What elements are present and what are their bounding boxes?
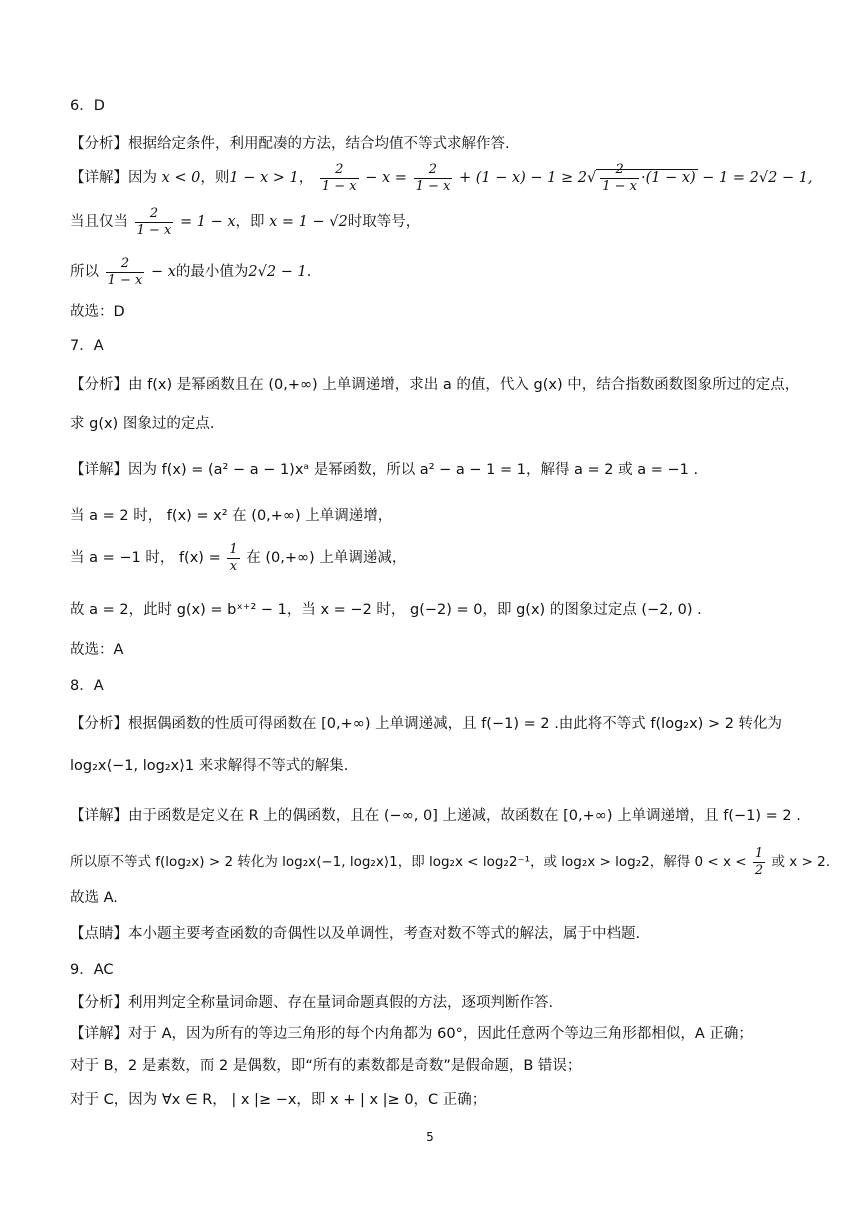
q7-detail-tag: 【详解】: [70, 462, 128, 478]
q6-eq-suffix: 时取等号，: [347, 214, 421, 231]
q6-eq-prefix: 当且仅当: [70, 214, 128, 231]
frac-den: 1 − x: [415, 178, 451, 194]
q6-frac-d: [135, 206, 174, 238]
q6-frac-e: [106, 256, 145, 288]
q6-analysis-text: 根据给定条件，利用配凑的方法，结合均值不等式求解作答.: [128, 136, 510, 152]
q8-detail-1: [70, 806, 801, 828]
q6-detail: 【详解】因为 x < 0，则1 − x > 1， $\frac{2}{1 - x}$ − x = $\frac{2}{1 - x}$ + (1 − x) − 1 ≥ 2√ $\frac{2}{1 - x}$ ·(1 − x) − 1 = 2√2 − 1,: [70, 162, 813, 194]
q8-frac-half: [753, 846, 765, 878]
q7-detail: [70, 460, 698, 482]
q7-frac: [227, 542, 239, 574]
q6-frac-b: [414, 162, 453, 194]
q6-detail-prefix: 因为: [128, 170, 157, 187]
frac-num: 1: [229, 542, 238, 557]
frac-num: 2: [414, 162, 453, 179]
q8-detail-text-1: 由于函数是定义在 R 上的偶函数，且在 (−∞, 0] 上递减，故函数在 [0,+∞) 上单调递增，且 f(−1) = 2 .: [128, 808, 801, 824]
q6-frac-c: [600, 162, 639, 194]
q9-item-c: 对于 C，因为 ∀x ∈ R， | x |≥ −x，即 x + | x |≥ 0，C 正确；: [70, 1092, 487, 1108]
q6-cond2: 1 − x > 1: [229, 170, 299, 187]
q6-min-prefix: 所以: [70, 264, 99, 281]
q8-analysis-tag: 【分析】: [70, 716, 128, 732]
q7-analysis-1: [70, 375, 799, 397]
q7-conclusion: 故 a = 2，此时 g(x) = bˣ⁺² − 1，当 x = −2 时， g(−2) = 0，即 g(x) 的图象过定点 (−2, 0) .: [70, 602, 702, 618]
q6-number: 6．D: [70, 98, 105, 114]
q9-detail-tag: 【详解】: [70, 1026, 128, 1042]
q8-choice: 故选 A.: [70, 890, 118, 906]
q8-analysis-text-1: 根据偶函数的性质可得函数在 [0,+∞) 上单调递减，且 f(−1) = 2 .由此将不等式 f(log₂x) > 2 转化为: [128, 716, 783, 732]
q6-then: ，则: [200, 170, 230, 187]
q6-frac-a: [320, 162, 359, 194]
q8-number: 8．A: [70, 678, 104, 694]
q8-comment-tag: 【点睛】: [70, 926, 128, 942]
q6-minimum: 所以 $\frac{2}{1 - x}$ − x的最小值为2√2 − 1.: [70, 256, 312, 288]
q9-number: 9．AC: [70, 962, 114, 978]
q6-cond1: x < 0: [161, 170, 201, 187]
q6-choice: 故选：D: [70, 304, 125, 320]
q9-analysis-text: 利用判定全称量词命题、存在量词命题真假的方法，逐项判断作答.: [128, 995, 554, 1011]
q8-comment: [70, 924, 640, 946]
frac-num: 2: [106, 256, 145, 273]
frac-den: 1 − x: [602, 178, 637, 194]
q6-equality: 当且仅当 $\frac{2}{1 - x}$ = 1 − x，即 x = 1 − √2时取等号，: [70, 206, 421, 238]
frac-num: 1: [754, 846, 764, 861]
q8-analysis-2: log₂x⟨−1, log₂x⟩1 来求解得不等式的解集.: [70, 758, 349, 774]
q6-analysis-tag: 【分析】: [70, 136, 128, 152]
q6-analysis: [70, 134, 510, 156]
q7-case2-prefix: 当 a = −1 时， f(x) =: [70, 550, 221, 567]
q6-eq-x: x = 1 − √2: [269, 214, 348, 231]
frac-den: 1 − x: [136, 222, 172, 238]
q6-eq-mid: ，即: [235, 214, 265, 231]
q7-analysis-2: 求 g(x) 图象过的定点.: [70, 416, 215, 432]
frac-den: 2: [754, 862, 764, 878]
q8-analysis-1: [70, 714, 782, 736]
q9-item-a: [70, 1024, 753, 1046]
frac-num: 2: [600, 162, 639, 179]
q9-analysis-tag: 【分析】: [70, 995, 128, 1011]
q7-choice: 故选：A: [70, 642, 124, 658]
q9-item-a-text: 对于 A，因为所有的等边三角形的每个内角都为 60°，因此任意两个等边三角形都相似，A 正确；: [128, 1026, 753, 1042]
frac-den: 1 − x: [321, 178, 357, 194]
frac-num: 2: [135, 206, 174, 223]
q6-detail-result: = 2√2 − 1,: [732, 170, 813, 187]
q8-comment-text: 本小题主要考查函数的奇偶性以及单调性，考查对数不等式的解法，属于中档题.: [128, 926, 641, 942]
q7-number: 7．A: [70, 338, 104, 354]
q7-case-1: 当 a = 2 时， f(x) = x² 在 (0,+∞) 上单调递增，: [70, 508, 393, 524]
q7-case2-suffix: 在 (0,+∞) 上单调递减，: [246, 550, 407, 567]
q7-case-2: [70, 542, 406, 574]
frac-den: x: [229, 558, 238, 574]
q6-min-mid: 的最小值为: [175, 264, 249, 281]
q8-detail-text-2a: 所以原不等式 f(log₂x) > 2 转化为 log₂x⟨−1, log₂x⟩1，即 log₂x < log₂2⁻¹，或 log₂x > log₂2，解得 0 < x <: [70, 854, 747, 871]
q7-detail-text: 因为 f(x) = (a² − a − 1)xᵃ 是幂函数，所以 a² − a − 1 = 1，解得 a = 2 或 a = −1 .: [128, 462, 699, 478]
page-number: 5: [426, 1130, 434, 1144]
q6-detail-tag: 【详解】: [70, 170, 128, 187]
q6-sqrt: $\frac{2}{1 - x}$ ·(1 − x): [596, 169, 697, 186]
frac-num: 2: [320, 162, 359, 179]
q8-detail-text-2b: 或 x > 2.: [771, 854, 831, 871]
frac-den: 1 − x: [107, 272, 143, 288]
q9-analysis: [70, 993, 553, 1015]
q8-detail-2: [70, 846, 830, 878]
q8-detail-tag: 【详解】: [70, 808, 128, 824]
q7-analysis-text-1: 由 f(x) 是幂函数且在 (0,+∞) 上单调递增，求出 a 的值，代入 g(x) 中，结合指数函数图象所过的定点，: [128, 377, 800, 393]
q9-item-b: 对于 B，2 是素数，而 2 是偶数，即“所有的素数都是奇数”是假命题，B 错误；: [70, 1058, 582, 1074]
q7-analysis-tag: 【分析】: [70, 377, 128, 393]
q6-min-value: 2√2 − 1.: [248, 264, 312, 281]
